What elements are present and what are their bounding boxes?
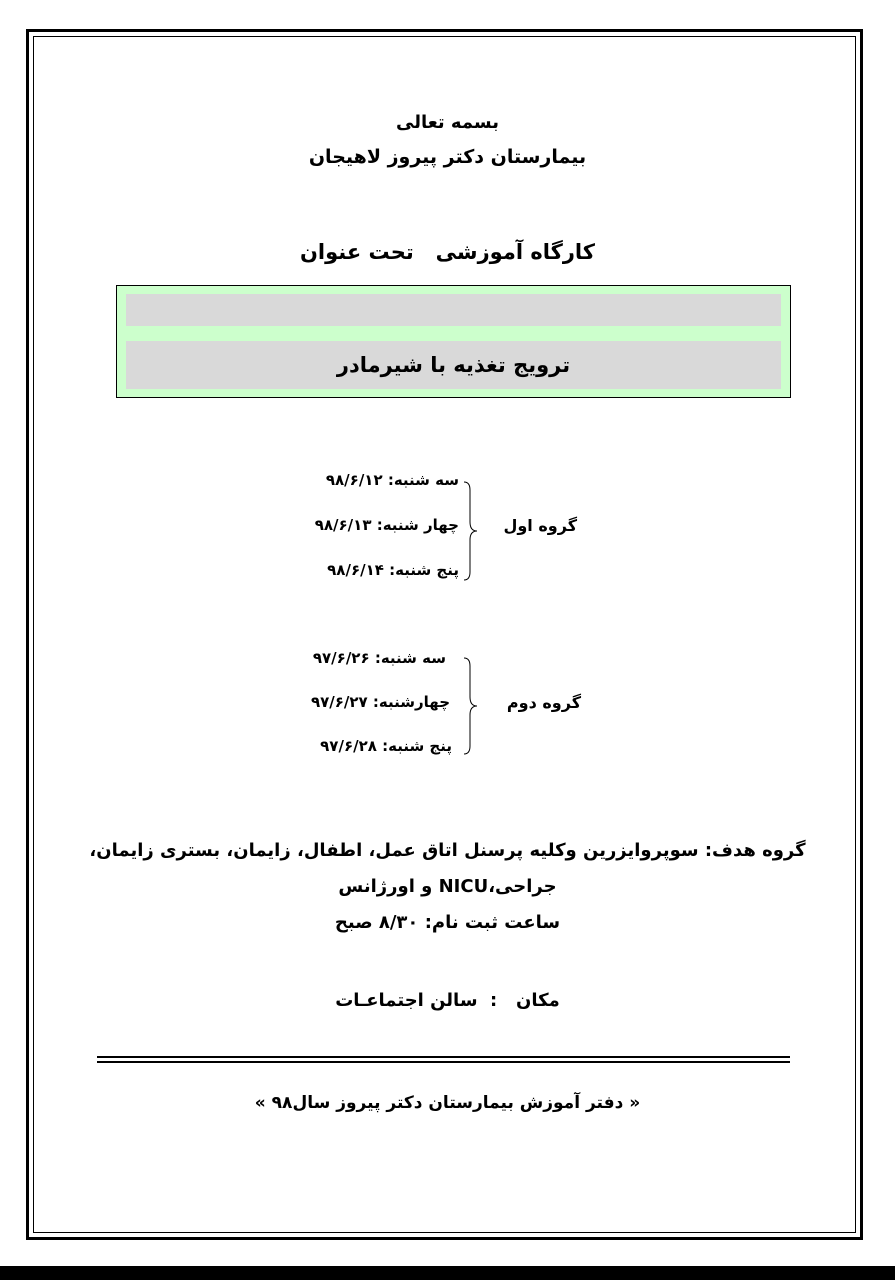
group1-date-2: چهار شنبه: ۹۸/۶/۱۳ bbox=[314, 516, 459, 534]
group1-brace bbox=[462, 480, 484, 582]
bottom-edge-bar bbox=[0, 1266, 895, 1280]
group1-date-1: سه شنبه: ۹۸/۶/۱۲ bbox=[325, 471, 459, 489]
target-group-line1: گروه هدف: سوپروایزرین وکلیه پرسنل اتاق عمل، اطفال، زایمان، بستری زایمان، bbox=[89, 840, 806, 861]
workshop-caption: کارگاه آموزشی تحت عنوان bbox=[299, 240, 596, 264]
group1-label: گروه اول bbox=[503, 516, 577, 535]
group2-date-3: پنج شنبه: ۹۷/۶/۲۸ bbox=[320, 737, 452, 755]
group2-date-1: سه شنبه: ۹۷/۶/۲۶ bbox=[312, 649, 446, 667]
group2-brace bbox=[462, 656, 484, 756]
target-group-line2: جراحی،NICU و اورژانس bbox=[338, 876, 557, 897]
group1-date-3: پنج شنبه: ۹۸/۶/۱۴ bbox=[327, 561, 459, 579]
title-strip-blank bbox=[126, 294, 781, 326]
title-strip bbox=[126, 341, 781, 389]
group2-label: گروه دوم bbox=[506, 693, 581, 712]
footer-note: « دفتر آموزش بیمارستان دکتر پیروز سال۹۸ » bbox=[254, 1093, 641, 1113]
group2-date-2: چهارشنبه: ۹۷/۶/۲۷ bbox=[310, 693, 450, 711]
workshop-title-box bbox=[116, 285, 791, 398]
hospital-name: بیمارستان دکتر پیروز لاهیجان bbox=[308, 146, 587, 168]
registration-time: ساعت ثبت نام: ۸/۳۰ صبح bbox=[334, 912, 561, 933]
basmala-heading: بسمه تعالی bbox=[396, 112, 499, 133]
divider-bottom bbox=[97, 1061, 790, 1063]
workshop-title: ترویج تغذیه با شیرمادر bbox=[336, 353, 571, 377]
page-border-inner bbox=[33, 36, 856, 1233]
divider-top bbox=[97, 1056, 790, 1058]
location: مکان : سالن اجتماعـات bbox=[335, 990, 560, 1011]
